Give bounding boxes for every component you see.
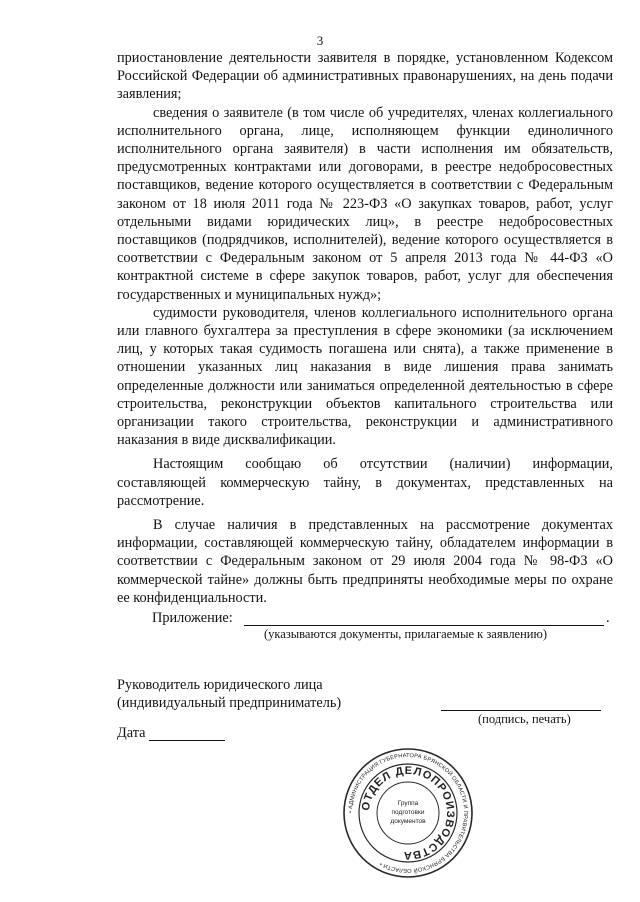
signer-title-line2: (индивидуальный предприниматель) (117, 695, 342, 711)
appendix-label: Приложение: (152, 610, 233, 626)
paragraph-criminal-records: судимости руководителя, членов коллегиального исполнительного органа или главного бухгалтера за преступления в сфере экономики (за исключением лиц, у которых такая судимость погашена или снята), а также применение в отношении указанных лиц наказания в виде лишения права занимать определенные должности или заниматься определенной деятельностью в сфере строительства, реконструкции объектов капитального строительства или организации такого строительства, реконструкции и административного наказания в виде дисквалификации. (117, 304, 613, 449)
paragraph-commercial-secret-notice: Настоящим сообщаю об отсутствии (наличии) информации, составляющей коммерческую тайну, в документах, представленных на рассмотрение. (117, 456, 613, 509)
official-stamp (342, 747, 474, 879)
signature-fill-line (441, 710, 601, 711)
signer-title-line1: Руководитель юридического лица (117, 677, 323, 693)
appendix-note: (указываются документы, прилагаемые к заявлению) (264, 627, 547, 641)
stamp-outer-text: • АДМИНИСТРАЦИЯ ГУБЕРНАТОРА БРЯНСКОЙ ОБЛАСТИ И ПРАВИТЕЛЬСТВА БРЯНСКОЙ ОБЛАСТИ • (347, 752, 469, 874)
signature-note: (подпись, печать) (478, 712, 571, 726)
date-fill-line (149, 740, 225, 741)
paragraph-suspension: приостановление деятельности заявителя в порядке, установленном Кодексом Российской Федерации об административных правонарушениях, на день подачи заявления; (117, 50, 613, 103)
appendix-fill-line (244, 625, 604, 626)
stamp-center-line3: документов (390, 818, 426, 825)
stamp-center-line2: подготовки (391, 809, 425, 816)
stamp-inner-text: ОТДЕЛ ДЕЛОПРОИЗВОДСТВА (359, 764, 457, 862)
paragraph-confidentiality-measures: В случае наличия в представленных на рассмотрение документах информации, составляющей коммерческую тайну, обладателем информации в соответствии с Федеральным законом от 29 июля 2004 года № 98-ФЗ «О коммерческой тайне» должны быть предприняты необходимые меры по охране ее конфиденциальности. (117, 517, 613, 606)
stamp-center-line1: Группа (397, 800, 419, 807)
paragraph-applicant-info: сведения о заявителе (в том числе об учредителях, членах коллегиального исполнительного органа, лице, исполняющем функции единоличного исполнительного органа заявителя) в части исполнения им обязательств, предусмотренных контрактами или договорами, в реестре недобросовестных поставщиков, ведение которого осуществляется в соответствии с Федеральным законом от 18 июля 2011 года № 223-ФЗ «О закупках товаров, работ, услуг отдельными видами юридических лиц», в реестре недобросовестных поставщиков (подрядчиков, исполнителей), ведение которого осуществляется в соответствии с Федеральным законом от 5 апреля 2013 года № 44-ФЗ «О контрактной системе в сфере закупок товаров, работ, услуг для обеспечения государственных и муниципальных нужд»; (117, 104, 613, 303)
appendix-end-mark: . (606, 610, 610, 626)
document-body (117, 49, 613, 607)
page-number: 3 (316, 33, 324, 48)
date-label: Дата (117, 725, 146, 741)
